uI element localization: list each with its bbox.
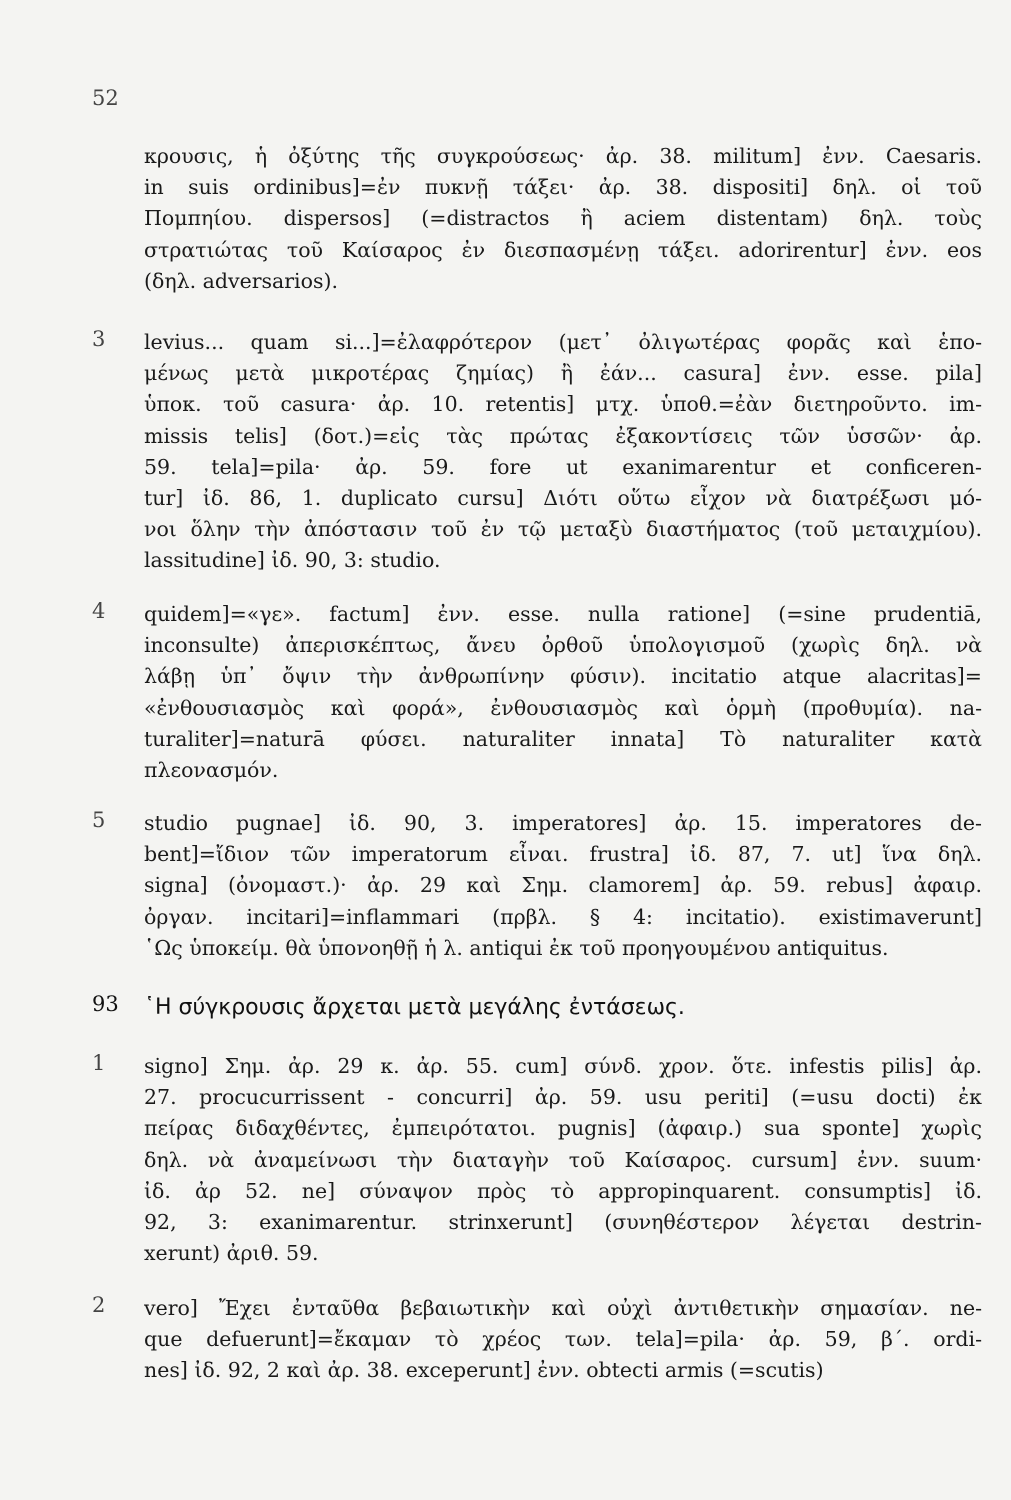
- text-line: νοι ὅλην τὴν ἀπόστασιν τοῦ ἐν τῷ μεταξὺ διαστήματος (τοῦ μεταιχμίου).: [144, 517, 982, 542]
- text-line: missis telis] (δοτ.)=εἰς τὰς πρώτας ἐξακοντίσεις τῶν ὑσσῶν· ἀρ.: [144, 423, 982, 448]
- text-line: (δηλ. adversarios).: [144, 268, 338, 293]
- note-text: [144, 808, 982, 964]
- page-number: 52: [92, 86, 119, 110]
- text-line: μένως μετὰ μικροτέρας ζημίας) ἢ ἐάν... casura] ἐνν. esse. pila]: [144, 361, 982, 386]
- chapter-heading: ῾Η σύγκρουσις ἄρχεται μετὰ μεγάλης ἐντάσεως.: [144, 995, 685, 1020]
- section-number: 4: [92, 599, 106, 623]
- chapter-number: 93: [92, 992, 119, 1016]
- note-text: [144, 327, 982, 577]
- text-line: signo] Σημ. ἀρ. 29 κ. ἀρ. 55. cum] σύνδ. χρον. ὅτε. infestis pilis] ἀρ.: [144, 1054, 982, 1078]
- text-line: ὑποκ. τοῦ casura· ἀρ. 10. retentis] μτχ. ὑποθ.=ἐὰν διετηροῦντο. im-: [144, 392, 982, 417]
- text-line: πλεονασμόν.: [144, 758, 279, 783]
- text-line: 92, 3: exanimarentur. strinxerunt] (συνηθέστερον λέγεται destrin-: [144, 1210, 982, 1235]
- text-line: turaliter]=naturā φύσει. naturaliter innata] Τὸ naturaliter κατὰ: [144, 726, 982, 751]
- text-line: signa] (ὀνομαστ.)· ἀρ. 29 καὶ Σημ. clamorem] ἀρ. 59. rebus] ἀφαιρ.: [144, 873, 982, 898]
- text-line: studio pugnae] ἰδ. 90, 3. imperatores] ἀρ. 15. imperatores de-: [144, 811, 982, 835]
- text-line: ῾Ως ὑποκείμ. θὰ ὑπονοηθῇ ἡ λ. antiqui ἐκ τοῦ προηγουμένου antiquitus.: [144, 935, 889, 960]
- text-line: vero] Ἔχει ἐνταῦθα βεβαιωτικὴν καὶ οὐχὶ ἀντιθετικὴν σημασίαν. ne-: [144, 1296, 982, 1320]
- section-number: 5: [92, 808, 106, 832]
- text-line: «ἐνθουσιασμὸς καὶ φορά», ἐνθουσιασμὸς καὶ ὁρμὴ (προθυμία). na-: [144, 695, 982, 720]
- text-line: δηλ. νὰ ἀναμείνωσι τὴν διαταγὴν τοῦ Καίσαρος. cursum] ἐνν. suum·: [144, 1147, 982, 1172]
- note-text: [144, 1293, 982, 1387]
- text-line: lassitudine] ἰδ. 90, 3: studio.: [144, 548, 441, 573]
- text-line: inconsulte) ἀπερισκέπτως, ἄνευ ὀρθοῦ ὑπολογισμοῦ (χωρὶς δηλ. νὰ: [144, 633, 982, 658]
- text-line: ὀργαν. incitari]=inflammari (πρβλ. § 4: incitatio). existimaverunt]: [144, 904, 982, 929]
- text-line: λάβῃ ὑπ᾽ ὄψιν τὴν ἀνθρωπίνην φύσιν). incitatio atque alacritas]=: [144, 664, 982, 689]
- note-text: [144, 141, 982, 297]
- text-line: nes] ἰδ. 92, 2 καὶ ἀρ. 38. exceperunt] ἐνν. obtecti armis (=scutis): [144, 1358, 824, 1383]
- text-line: κρουσις, ἡ ὀξύτης τῆς συγκρούσεως· ἀρ. 38. militum] ἐνν. Caesaris.: [144, 144, 982, 168]
- text-line: Πομπηίου. dispersos] (=distractos ἢ aciem distentam) δηλ. τοὺς: [144, 206, 982, 231]
- section-number: 1: [92, 1051, 106, 1075]
- text-line: tur] ἰδ. 86, 1. duplicato cursu] Διότι οὕτω εἶχον νὰ διατρέξωσι μό-: [144, 486, 982, 511]
- text-line: στρατιώτας τοῦ Καίσαρος ἐν διεσπασμένῃ τάξει. adorirentur] ἐνν. eos: [144, 237, 982, 262]
- text-line: in suis ordinibus]=ἐν πυκνῇ τάξει· ἀρ. 38. dispositi] δηλ. οἱ τοῦ: [144, 175, 982, 200]
- note-text: [144, 1051, 982, 1269]
- text-line: πείρας διδαχθέντες, ἐμπειρότατοι. pugnis] (ἀφαιρ.) sua sponte] χωρὶς: [144, 1116, 982, 1141]
- text-line: levius... quam si...]=ἐλαφρότερον (μετ᾽ ὀλιγωτέρας φορᾶς καὶ ἑπο-: [144, 330, 982, 354]
- section-number: 2: [92, 1293, 106, 1317]
- text-line: 27. procucurrissent - concurri] ἀρ. 59. usu periti] (=usu docti) ἐκ: [144, 1085, 982, 1110]
- text-line: 59. tela]=pila· ἀρ. 59. fore ut exanimarentur et conficeren-: [144, 454, 982, 479]
- section-number: 3: [92, 327, 106, 351]
- text-line: quidem]=«γε». factum] ἐνν. esse. nulla ratione] (=sine prudentiā,: [144, 602, 982, 626]
- text-line: ἰδ. ἀρ 52. ne] σύναψον πρὸς τὸ appropinquarent. consumptis] ἰδ.: [144, 1178, 982, 1203]
- note-text: [144, 599, 982, 786]
- text-line: xerunt) ἀριθ. 59.: [144, 1241, 319, 1266]
- text-line: bent]=ἴδιον τῶν imperatorum εἶναι. frustra] ἰδ. 87, 7. ut] ἵνα δηλ.: [144, 842, 982, 867]
- text-line: que defuerunt]=ἔκαμαν τὸ χρέος των. tela]=pila· ἀρ. 59, β΄. ordi-: [144, 1327, 982, 1352]
